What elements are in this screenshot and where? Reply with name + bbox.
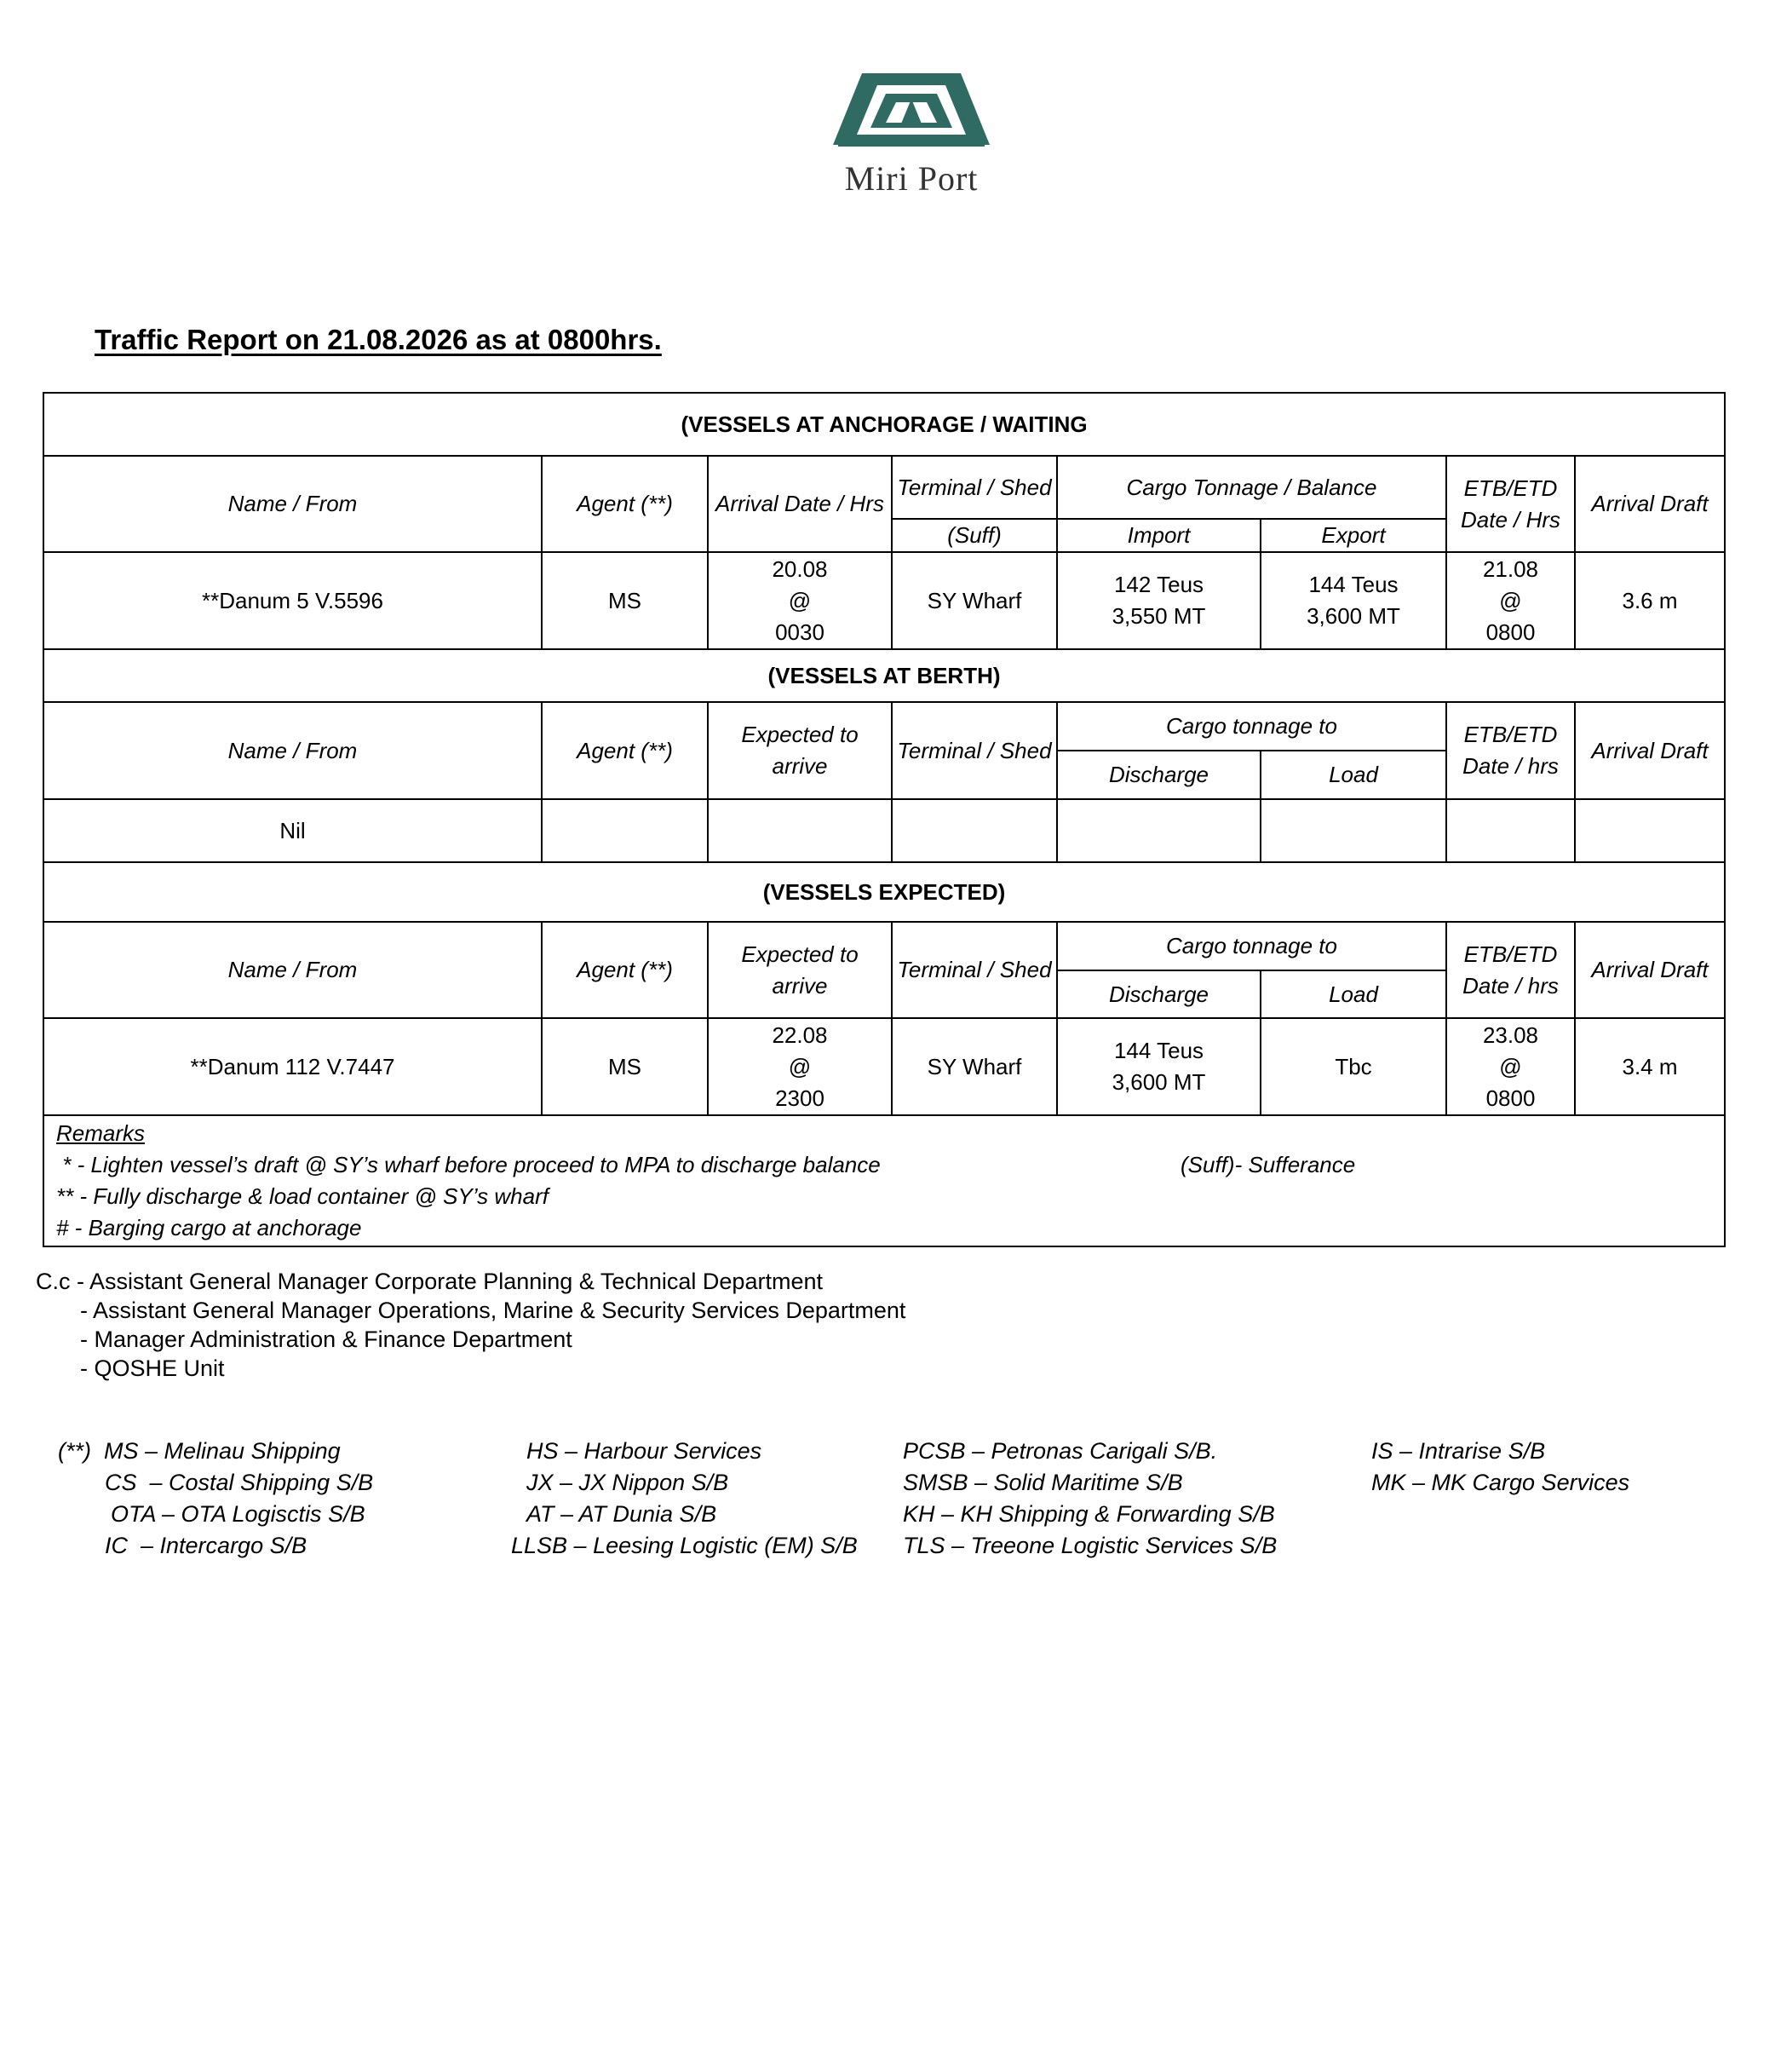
header-etb: ETB/ETD Date / hrs <box>1446 702 1575 799</box>
header-export: Export <box>1261 519 1446 552</box>
header-name: Name / From <box>43 702 542 799</box>
remark-line: * - Lighten vessel’s draft @ SY’s wharf before proceed to MPA to discharge balance <box>56 1152 881 1177</box>
cc-list <box>36 1267 905 1383</box>
agent-entry: AT – AT Dunia S/B <box>526 1501 717 1527</box>
header-draft: Arrival Draft <box>1575 702 1725 799</box>
agent-entry: SMSB – Solid Maritime S/B <box>903 1470 1183 1495</box>
header-load: Load <box>1261 970 1446 1018</box>
header-import: Import <box>1057 519 1261 552</box>
header-cargo: Cargo Tonnage / Balance <box>1057 456 1446 519</box>
agent-entry: LLSB – Leesing Logistic (EM) S/B <box>511 1533 858 1558</box>
header-cargo: Cargo tonnage to <box>1057 922 1446 970</box>
agent-entry: IS – Intrarise S/B <box>1371 1438 1546 1464</box>
agent-legend-col2 <box>511 1436 858 1562</box>
remark-line: # - Barging cargo at anchorage <box>56 1215 362 1240</box>
agent-legend-col3 <box>903 1436 1277 1562</box>
vessel-etb: 21.08 @ 0800 <box>1446 552 1575 649</box>
header-agent: Agent (**) <box>542 922 708 1018</box>
vessel-load: Tbc <box>1261 1018 1446 1115</box>
vessel-draft: 3.6 m <box>1575 552 1725 649</box>
header-name: Name / From <box>43 456 542 552</box>
header-load: Load <box>1261 751 1446 799</box>
agent-legend-col4 <box>1371 1436 1629 1499</box>
agent-entry: PCSB – Petronas Carigali S/B. <box>903 1438 1218 1464</box>
agent-entry: KH – KH Shipping & Forwarding S/B <box>903 1501 1275 1527</box>
header-discharge: Discharge <box>1057 970 1261 1018</box>
vessel-name: **Danum 5 V.5596 <box>43 552 542 649</box>
agent-entry: IC – Intercargo S/B <box>105 1533 307 1558</box>
report-title: Traffic Report on 21.08.2026 as at 0800hrs. <box>95 324 662 355</box>
section-expected: (VESSELS EXPECTED) <box>43 862 1725 922</box>
header-agent: Agent (**) <box>542 456 708 552</box>
miri-port-logo <box>826 66 997 203</box>
agent-entry: HS – Harbour Services <box>526 1438 762 1464</box>
vessel-draft: 3.4 m <box>1575 1018 1725 1115</box>
remarks <box>43 1115 1725 1246</box>
table-row <box>43 1018 1725 1115</box>
cc-line: - QOSHE Unit <box>80 1355 225 1381</box>
table-row <box>43 799 1725 862</box>
header-agent: Agent (**) <box>542 702 708 799</box>
vessel-terminal: SY Wharf <box>892 552 1057 649</box>
header-draft: Arrival Draft <box>1575 922 1725 1018</box>
suff-note: (Suff)- Sufferance <box>1181 1152 1356 1177</box>
vessel-name: Nil <box>43 799 542 862</box>
vessel-export: 144 Teus 3,600 MT <box>1261 552 1446 649</box>
vessel-agent: MS <box>542 1018 708 1115</box>
header-arrival: Arrival Date / Hrs <box>708 456 892 552</box>
table-row <box>43 552 1725 649</box>
header-expected: Expected to arrive <box>708 922 892 1018</box>
header-terminal: Terminal / Shed <box>892 456 1057 519</box>
vessel-etb: 23.08 @ 0800 <box>1446 1018 1575 1115</box>
vessel-expected: 22.08 @ 2300 <box>708 1018 892 1115</box>
vessel-import: 142 Teus 3,550 MT <box>1057 552 1261 649</box>
header-terminal: Terminal / Shed <box>892 922 1057 1018</box>
agent-legend-col1 <box>58 1436 373 1562</box>
vessel-terminal: SY Wharf <box>892 1018 1057 1115</box>
cc-line: - Assistant General Manager Operations, Marine & Security Services Department <box>80 1298 906 1323</box>
header-cargo: Cargo tonnage to <box>1057 702 1446 751</box>
agent-entry: (**) MS – Melinau Shipping <box>58 1438 341 1464</box>
agent-entry: JX – JX Nippon S/B <box>526 1470 729 1495</box>
miri-port-emblem-icon <box>826 66 997 152</box>
traffic-table <box>43 392 1726 1247</box>
remarks-title: Remarks <box>56 1120 146 1146</box>
section-anchorage: (VESSELS AT ANCHORAGE / WAITING <box>43 393 1725 456</box>
header-terminal: Terminal / Shed <box>892 702 1057 799</box>
agent-entry: CS – Costal Shipping S/B <box>105 1470 374 1495</box>
header-expected: Expected to arrive <box>708 702 892 799</box>
header-discharge: Discharge <box>1057 751 1261 799</box>
vessel-name: **Danum 112 V.7447 <box>43 1018 542 1115</box>
header-etb: ETB/ETD Date / hrs <box>1446 922 1575 1018</box>
logo-text: Miri Port <box>844 159 979 198</box>
cc-line: - Manager Administration & Finance Department <box>80 1327 572 1352</box>
vessel-agent: MS <box>542 552 708 649</box>
agent-entry: OTA – OTA Logisctis S/B <box>111 1501 365 1527</box>
agent-entry: TLS – Treeone Logistic Services S/B <box>903 1533 1278 1558</box>
header-suff: (Suff) <box>892 519 1057 552</box>
header-draft: Arrival Draft <box>1575 456 1725 552</box>
cc-line: C.c - Assistant General Manager Corporate Planning & Technical Department <box>36 1269 823 1294</box>
agent-entry: MK – MK Cargo Services <box>1371 1470 1630 1495</box>
header-etb: ETB/ETD Date / Hrs <box>1446 456 1575 552</box>
section-berth: (VESSELS AT BERTH) <box>43 649 1725 702</box>
remark-line: ** - Fully discharge & load container @ SY’s wharf <box>56 1183 549 1209</box>
header-name: Name / From <box>43 922 542 1018</box>
vessel-discharge: 144 Teus 3,600 MT <box>1057 1018 1261 1115</box>
vessel-arrival: 20.08 @ 0030 <box>708 552 892 649</box>
